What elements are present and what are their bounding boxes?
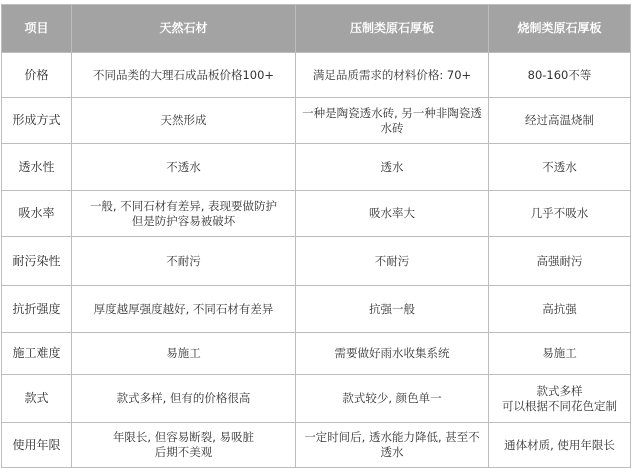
row-label: 形成方式: [2, 98, 72, 144]
cell-text-line: 易施工: [166, 346, 201, 360]
cell-text-line: 款式较少, 颜色单一: [342, 391, 442, 405]
table-cell: [296, 237, 489, 286]
table-cell: [72, 53, 296, 98]
table-cell: [489, 191, 631, 237]
table-cell: [296, 98, 489, 144]
table-row: [2, 333, 631, 375]
header-item: 项目: [2, 5, 72, 53]
table-cell: [489, 286, 631, 333]
cell-text-line: 几乎不吸水: [530, 206, 589, 220]
table-cell: [489, 333, 631, 375]
cell-text-line: 不透水: [542, 159, 577, 174]
table-row: [2, 144, 631, 191]
cell-text-line: 高抗强: [542, 301, 577, 316]
row-label: 施工难度: [2, 333, 72, 375]
cell-text-line: 满足品质需求的材料价格: 70+: [312, 67, 472, 82]
table-row: [2, 375, 631, 423]
cell-text-line: 通体材质, 使用年限长: [504, 437, 615, 452]
row-label: 款式: [2, 375, 72, 423]
table-cell: [296, 286, 489, 333]
table-row: [2, 237, 631, 286]
cell-text-line: 后期不美观: [154, 445, 213, 459]
cell-text-line: 款式多样, 但有的价格很高: [116, 391, 251, 405]
cell-text-line: 经过高温烧制: [525, 113, 594, 127]
table-cell: [72, 286, 296, 333]
cell-text-line: 不耐污: [374, 253, 410, 268]
table-row: [2, 98, 631, 144]
table-cell: [72, 144, 296, 191]
table-cell: [489, 144, 631, 191]
cell-text-line: 一种是陶瓷透水砖, 另一种非陶瓷透水砖: [302, 105, 482, 135]
table-cell: [296, 333, 489, 375]
cell-text-line: 厚度越厚强度越好, 不同石材有差异: [93, 301, 274, 316]
header-fired-slab: 烧制类原石厚板: [489, 5, 631, 53]
row-label: 耐污染性: [2, 237, 72, 286]
cell-text-line: 抗强一般: [369, 301, 415, 316]
cell-text-line: 一般, 不同石材有差异, 表现要做防护: [89, 198, 278, 213]
cell-text-line: 可以根据不同花色定制: [502, 398, 617, 413]
table-cell: [296, 144, 489, 191]
cell-text-line: 但是防护容易被破坏: [131, 213, 236, 228]
table-cell: [72, 423, 296, 468]
table-cell: [72, 375, 296, 423]
row-label: 使用年限: [2, 423, 72, 468]
table-cell: [489, 375, 631, 423]
comparison-table: [1, 4, 631, 468]
table-row: [2, 423, 631, 468]
table-cell: [489, 98, 631, 144]
table-cell: [296, 423, 489, 468]
cell-text-line: 不同品类的大理石成品板价格100+: [92, 67, 275, 82]
table-cell: [296, 53, 489, 98]
table-header-row: [2, 5, 631, 53]
table-cell: [72, 237, 296, 286]
cell-text-line: 高强耐污: [536, 253, 583, 268]
header-natural-stone: 天然石材: [72, 5, 296, 53]
cell-text-line: 款式多样: [536, 383, 583, 398]
table-cell: [296, 191, 489, 237]
table-row: [2, 286, 631, 333]
cell-text-line: 不耐污: [166, 253, 201, 268]
table-cell: [489, 237, 631, 286]
cell-text-line: 透水: [380, 159, 404, 174]
table-row: [2, 191, 631, 237]
row-label: 价格: [2, 53, 72, 98]
table-cell: [489, 423, 631, 468]
table-cell: [489, 53, 631, 98]
table-cell: [72, 191, 296, 237]
row-label: 抗折强度: [2, 286, 72, 333]
cell-text-line: 一定时间后, 透水能力降低, 甚至不透水: [304, 430, 480, 459]
comparison-table-container: [1, 4, 630, 468]
row-label: 吸水率: [2, 191, 72, 237]
table-cell: [296, 375, 489, 423]
table-body: [2, 53, 631, 468]
cell-text-line: 需要做好雨水收集系统: [334, 346, 450, 360]
cell-text-line: 不透水: [166, 159, 201, 174]
table-cell: [72, 98, 296, 144]
cell-text-line: 易施工: [542, 346, 577, 360]
table-row: [2, 53, 631, 98]
cell-text-line: 吸水率大: [369, 206, 415, 220]
cell-text-line: 天然形成: [160, 113, 207, 127]
row-label: 透水性: [2, 144, 72, 191]
cell-text-line: 年限长, 但容易断裂, 易吸脏: [112, 430, 255, 444]
table-cell: [72, 333, 296, 375]
cell-text-line: 80-160不等: [527, 67, 592, 82]
header-pressed-slab: 压制类原石厚板: [296, 5, 489, 53]
